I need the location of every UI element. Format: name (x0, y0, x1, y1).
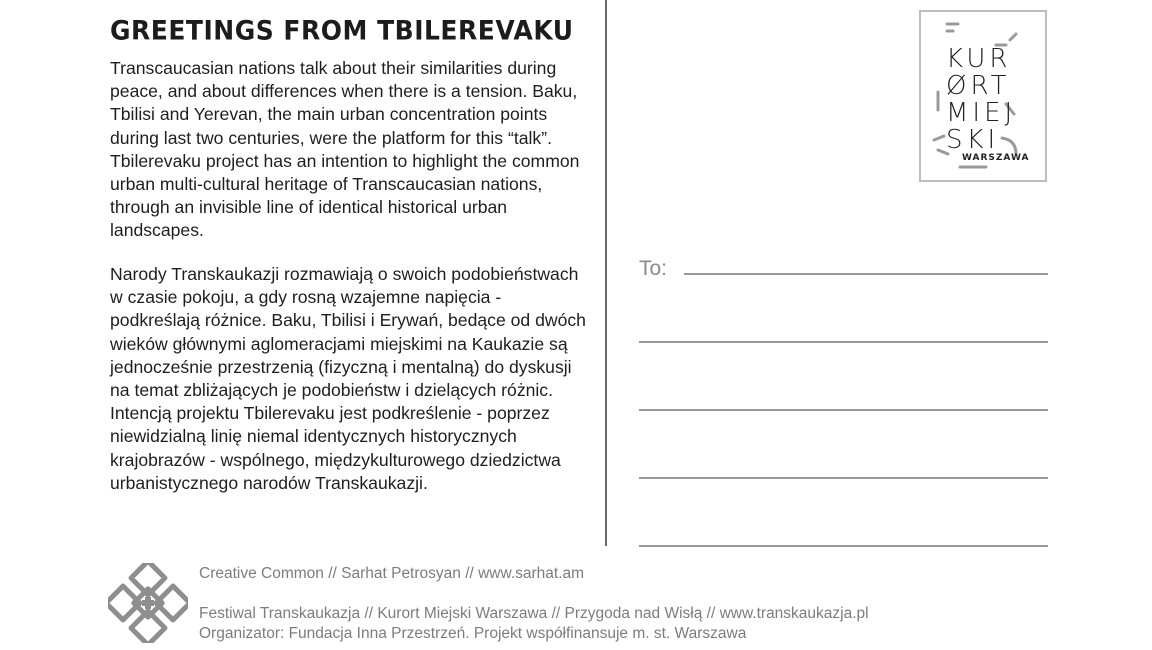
logo-line-3: MIEJ (946, 98, 1017, 128)
postcard-title: GREETINGS FROM TBILEREVAKU (110, 15, 574, 46)
paragraph-english: Transcaucasian nations talk about their similarities during peace, and about differences when there is a tension. Baku, Tbilisi and Yerevan, the main urban concentration points during last two centuries, were the platform for this “talk”. Tbilerevaku project has an intention to highlight the common urban multi-cultural heritage of Transcaucasian nations, through an invisible line of identical historical urban landscapes. (110, 58, 580, 241)
logo-line-2: ØRT (946, 71, 1011, 101)
address-line-4 (639, 477, 1048, 479)
paragraph-polish: Narody Transkaukazji rozmawiają o swoich podobieństwach w czasie pokoju, a gdy rosną wzajemne napięcia - podkreślają różnice. Baku, Tbilisi i Erywań, bedące od dwóch wieków głównymi aglomeracjami miejskimi na Kaukazie są jednocześnie przestrzenią (fizyczną i mentalną) do dyskusji na temat zbliżających je podobieństw i dzielących różnic. Intencją projektu Tbilerevaku jest podkreślenie - poprzez niewidzialną linię niemal identycznych historycznych krajobrazów - wspólnego, międzykulturowego dziedzictwa urbanistycznego narodów Transkaukazji. (110, 264, 586, 493)
address-line-1 (684, 273, 1048, 275)
address-line-5 (639, 545, 1048, 547)
center-divider (605, 0, 607, 546)
logo-subtitle: WARSZAWA (962, 153, 1030, 163)
footer-organizer: Organizator: Fundacja Inna Przestrzeń. Projekt współfinansuje m. st. Warszawa (199, 625, 747, 642)
address-line-3 (639, 409, 1048, 411)
logo-line-1: KUR (946, 44, 1012, 74)
celtic-knot-logo-icon (108, 563, 188, 643)
address-line-2 (639, 341, 1048, 343)
footer-credit: Creative Common // Sarhat Petrosyan // www.sarhat.am (199, 565, 585, 582)
address-to-label: To: (639, 257, 668, 280)
logo-line-4: SKI (946, 125, 1000, 155)
footer-festival: Festiwal Transkaukazja // Kurort Miejski Warszawa // Przygoda nad Wisłą // www.transkaukazja.pl (199, 605, 869, 622)
